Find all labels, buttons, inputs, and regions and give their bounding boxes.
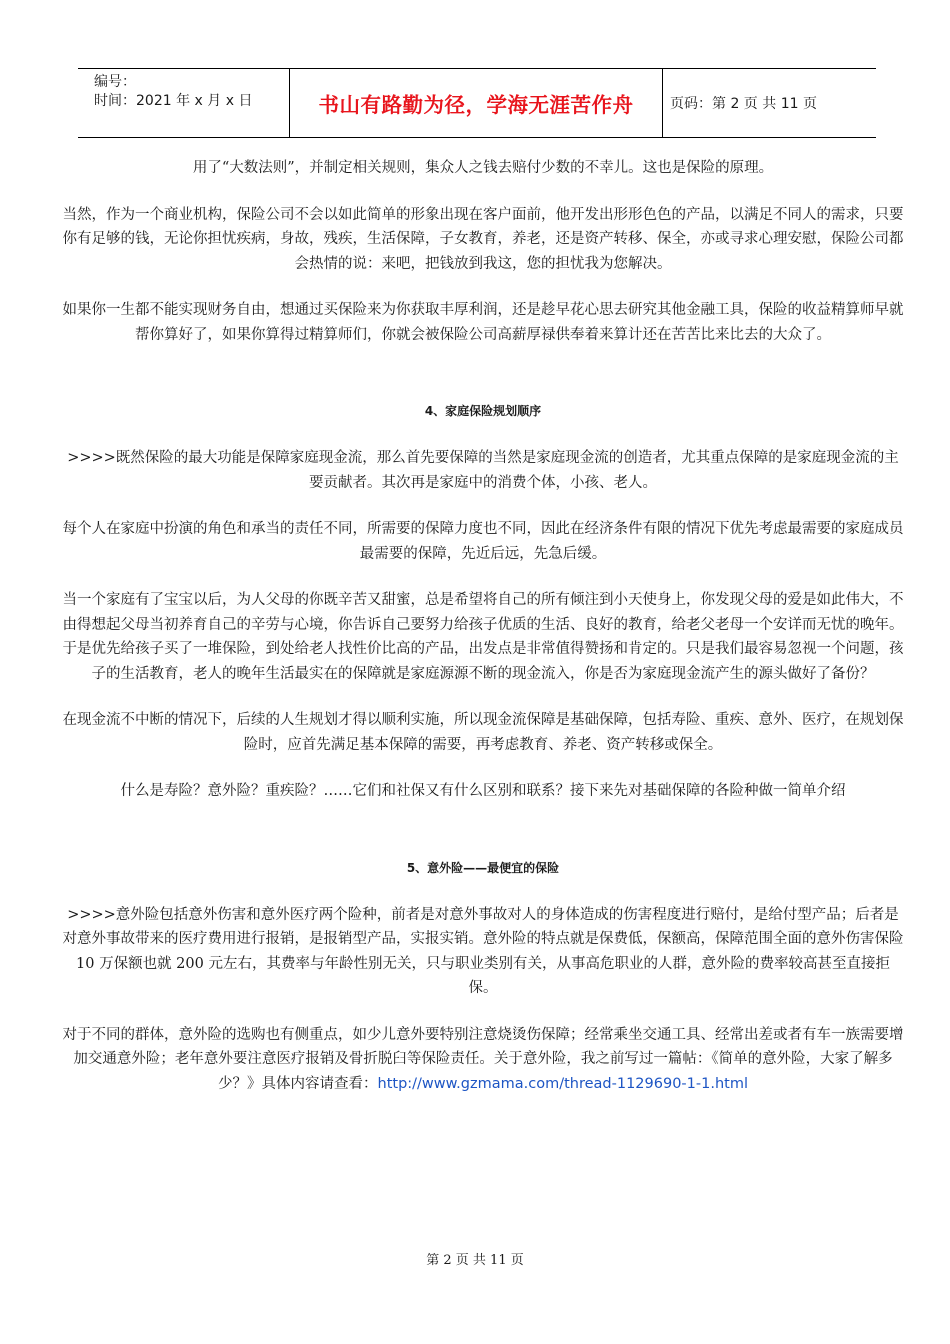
- paragraph: 用了“大数法则”，并制定相关规则，集众人之钱去赔付少数的不幸儿。这也是保险的原理。: [192, 160, 774, 176]
- thread-link[interactable]: http://www.gzmama.com/thread-1129690-1-1.html: [377, 1075, 748, 1092]
- paragraph-text: 对于不同的群体，意外险的选购也有侧重点，如少儿意外要特别注意烧烫伤保障；经常乘坐交通工具、经常出差或者有车一族需要增加交通意外险；老年意外要注意医疗报销及骨折脱臼等保险责任。关于意外险，我之前写过一篇帖：《简单的意外险，大家了解多少？》具体内容请查看：: [62, 1026, 904, 1092]
- paragraph: 什么是寿险？意外险？重疾险？……它们和社保又有什么区别和联系？接下来先对基础保障的各险种做一简单介绍: [120, 783, 846, 799]
- page-footer: [0, 1249, 950, 1268]
- paragraph: 如果你一生都不能实现财务自由，想通过买保险来为你获取丰厚利润，还是趁早花心思去研究其他金融工具，保险的收益精算师早就帮你算好了，如果你算得过精算师们，你就会被保险公司高薪厚禄供奉着来算计还在苦苦比来比去的大众了。: [62, 302, 904, 343]
- document-time: 时间：2021 年 x 月 x 日: [94, 93, 253, 109]
- paragraph: 每个人在家庭中扮演的角色和承当的责任不同，所需要的保障力度也不同，因此在经济条件有限的情况下优先考虑最需要的家庭成员最需要的保障，先近后远，先急后缓。: [62, 521, 904, 562]
- paragraph: 当一个家庭有了宝宝以后，为人父母的你既辛苦又甜蜜，总是希望将自己的所有倾注到小天使身上，你发现父母的爱是如此伟大，不由得想起父母当初养育自己的辛劳与心境，你告诉自己要努力给孩子优质的生活、良好的教育，给老父老母一个安详而无忧的晚年。于是优先给孩子买了一堆保险，到处给老人找性价比高的产品，出发点是非常值得赞扬和肯定的。只是我们最容易忽视一个问题，孩子的生活教育，老人的晚年生活最实在的保障就是家庭源源不断的现金流入，你是否为家庭现金流产生的源头做好了备份？: [62, 592, 904, 682]
- paragraph: >>>>既然保险的最大功能是保障家庭现金流，那么首先要保障的当然是家庭现金流的创造者，尤其重点保障的是家庭现金流的主要贡献者。其次再是家庭中的消费个体，小孩、老人。: [67, 450, 899, 491]
- section-heading: 5、意外险——最便宜的保险: [406, 860, 560, 875]
- header-motto-cell: [289, 69, 663, 137]
- page-header: [78, 68, 876, 138]
- footer-page-number: 第 2 页 共 11 页: [426, 1253, 524, 1268]
- document-body: [62, 156, 904, 1096]
- paragraph: >>>>意外险包括意外伤害和意外医疗两个险种，前者是对意外事故对人的身体造成的伤害程度进行赔付，是给付型产品；后者是对意外事故带来的医疗费用进行报销，是报销型产品，实报实销。意外险的特点就是保费低，保额高，保障范围全面的意外伤害保险 10 万保额也就 200 元左右，其费率与年龄性别无关，只与职业类别有关，从事高危职业的人群，意外险的费率较高甚至直接拒保。: [62, 906, 904, 996]
- header-meta: [94, 73, 284, 111]
- paragraph: 在现金流不中断的情况下，后续的人生规划才得以顺利实施，所以现金流保障是基础保障，包括寿险、重疾、意外、医疗，在规划保险时，应首先满足基本保障的需要，再考虑教育、养老、资产转移或保全。: [62, 712, 904, 753]
- paragraph: 当然，作为一个商业机构，保险公司不会以如此简单的形象出现在客户面前，他开发出形形色色的产品，以满足不同人的需求，只要你有足够的钱，无论你担忧疾病，身故，残疾，生活保障，子女教育，养老，还是资产转移、保全，亦或寻求心理安慰，保险公司都会热情的说：来吧，把钱放到我这，您的担忧我为您解决。: [62, 206, 904, 272]
- header-motto: 书山有路勤为径，学海无涯苦作舟: [318, 93, 634, 117]
- document-number: 编号：: [94, 74, 136, 90]
- page-number-label: 页码：第 2 页 共 11 页: [670, 96, 817, 112]
- section-heading: 4、家庭保险规划顺序: [424, 404, 542, 418]
- paragraph-with-link: [62, 1023, 904, 1097]
- header-page-number: [670, 69, 817, 137]
